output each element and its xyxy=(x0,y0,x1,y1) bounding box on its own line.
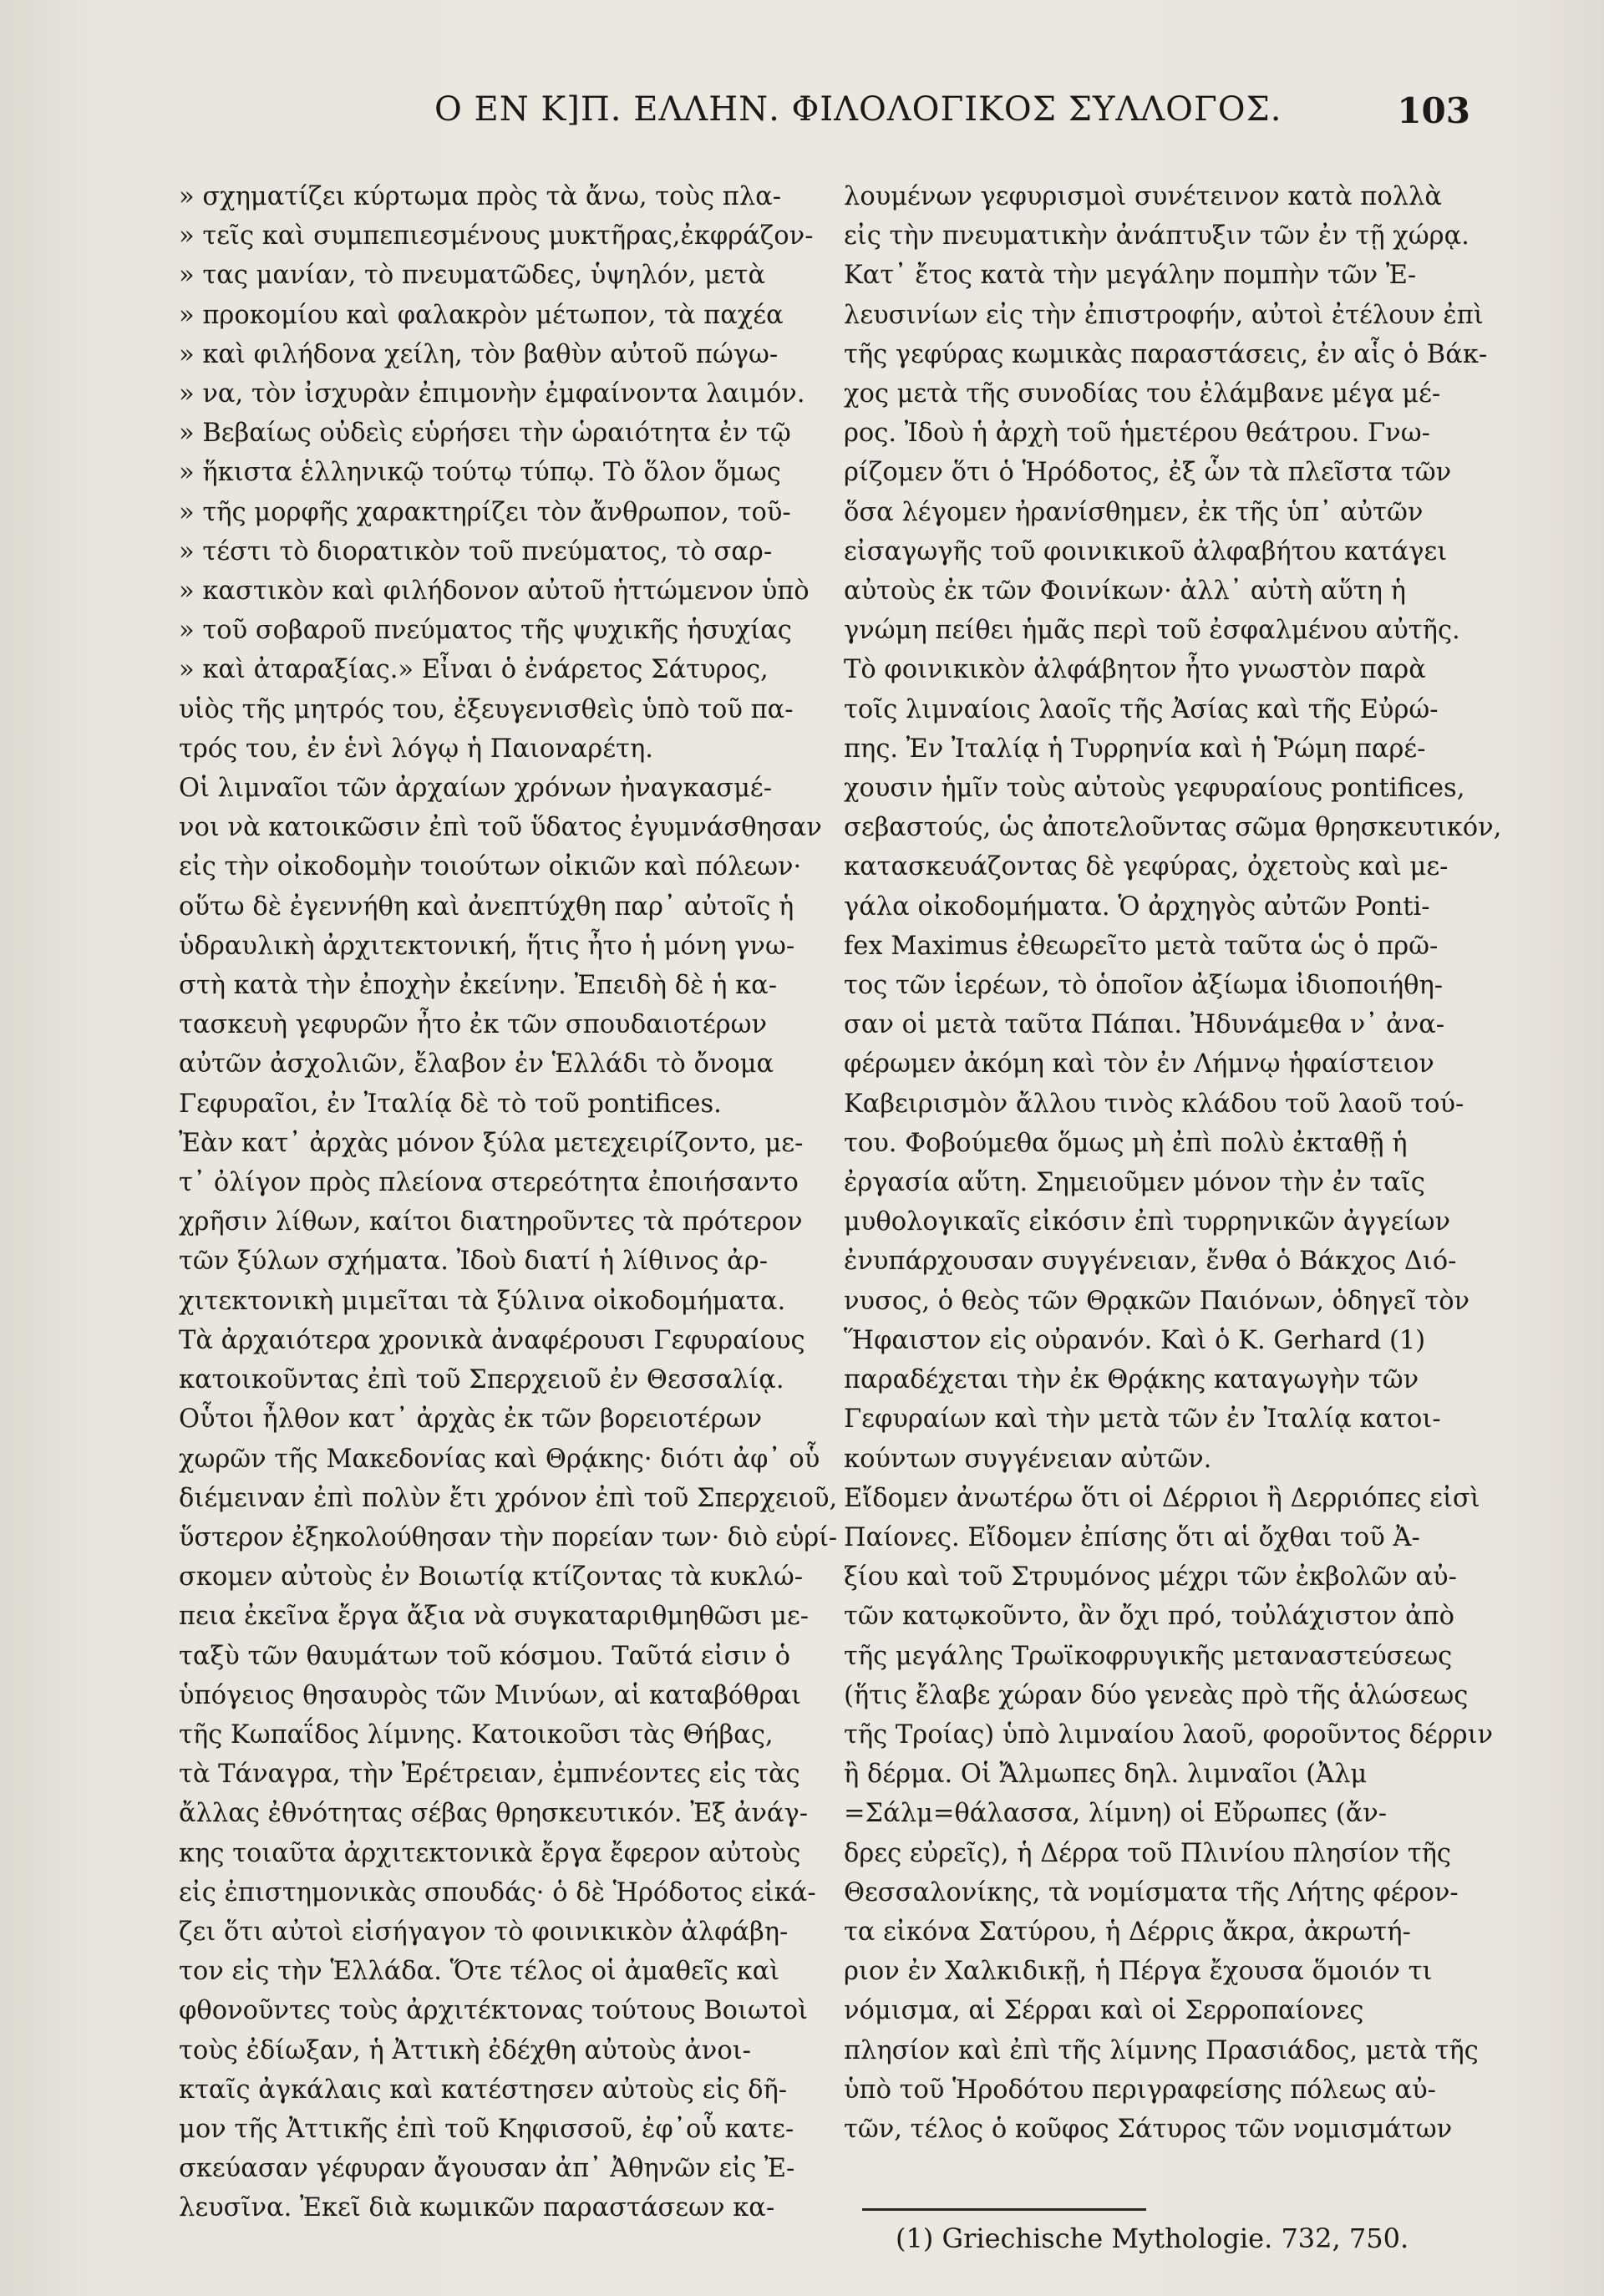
text-line: Γεφυραῖοι, ἐν Ἰταλίᾳ δὲ τὸ τοῦ pontifices. xyxy=(179,1089,722,1119)
text-line: φέρωμεν ἀκόμη καὶ τὸν ἐν Λήμνῳ ἡφαίστειον xyxy=(844,1049,1434,1079)
text-line: οὕτω δὲ ἐγεννήθη καὶ ἀνεπτύχθη παρ᾽ αὐτοῖς ἡ xyxy=(179,891,794,922)
text-line: fex Maximus ἐθεωρεῖτο μετὰ ταῦτα ὡς ὁ πρῶ- xyxy=(844,931,1439,961)
text-line: τοὺς ἐδίωξαν, ἡ Ἀττικὴ ἐδέχθη αὐτοὺς ἀνοι- xyxy=(179,2035,751,2065)
text-line: εἰσαγωγῆς τοῦ φοινικικοῦ ἀλφαβήτου κατάγει xyxy=(844,536,1448,566)
text-line: =Σάλμ=θάλασσα, λίμνη) οἱ Εὔρωπες (ἄν- xyxy=(844,1799,1388,1829)
text-line: χουσιν ἡμῖν τοὺς αὐτοὺς γεφυραίους pontifices, xyxy=(844,774,1465,804)
text-line: Παίονες. Εἴδομεν ἐπίσης ὅτι αἱ ὄχθαι τοῦ Ἀ- xyxy=(844,1522,1420,1552)
text-line: σκεύασαν γέφυραν ἄγουσαν ἀπ᾽ Ἀθηνῶν εἰς Ἐ- xyxy=(179,2154,795,2184)
text-line: τῆς μεγάλης Τρωϊκοφρυγικῆς μεταναστεύσεως xyxy=(844,1641,1453,1671)
text-line: (ἥτις ἔλαβε χώραν δύο γενεὰς πρὸ τῆς ἁλώσεως xyxy=(844,1680,1469,1710)
text-line: χωρῶν τῆς Μακεδονίας καὶ Θρᾴκης· διότι ἀφ᾽ οὗ xyxy=(179,1444,820,1474)
text-line: τρός του, ἐν ἑνὶ λόγῳ ἡ Παιοναρέτη. xyxy=(179,734,653,764)
text-line: λουμένων γεφυρισμοὶ συνέτεινον κατὰ πολλὰ xyxy=(844,182,1442,211)
text-line: » τας μανίαν, τὸ πνευματῶδες, ὑψηλόν, μετὰ xyxy=(179,261,766,291)
left-text-column xyxy=(179,177,837,2228)
text-line: παραδέχεται τὴν ἐκ Θρᾴκης καταγωγὴν τῶν xyxy=(844,1365,1419,1395)
text-line: χρῆσιν λίθων, καίτοι διατηροῦντες τὰ πρότερον xyxy=(179,1207,803,1237)
text-line: υἱὸς τῆς μητρός του, ἐξευγενισθεὶς ὑπὸ τοῦ πα- xyxy=(179,694,794,724)
footnote: (1) Griechische Mythologie. 732, 750. xyxy=(896,2222,1409,2254)
text-line: χος μετὰ τῆς συνοδίας του ἐλάμβανε μέγα μέ- xyxy=(844,379,1441,409)
text-line: τος τῶν ἱερέων, τὸ ὁποῖον ἀξίωμα ἰδιοποιήθη- xyxy=(844,971,1444,1001)
text-line: τῶν κατῳκοῦντο, ἂν ὄχι πρό, τοὐλάχιστον ἀπὸ xyxy=(844,1602,1455,1632)
text-line: ρίζομεν ὅτι ὁ Ἡρόδοτος, ἐξ ὧν τὰ πλεῖστα τῶν xyxy=(844,458,1452,488)
text-line: σεβαστούς, ὡς ἀποτελοῦντας σῶμα θρησκευτικόν, xyxy=(844,813,1502,843)
page-number: 103 xyxy=(1397,90,1470,131)
text-line: τῆς γεφύρας κωμικὰς παραστάσεις, ἐν αἷς ὁ Βάκ- xyxy=(844,339,1488,369)
text-line: » τοῦ σοβαροῦ πνεύματος τῆς ψυχικῆς ἡσυχίας xyxy=(179,616,792,646)
text-line: Γεφυραίων καὶ τὴν μετὰ τῶν ἐν Ἰταλίᾳ κατοι- xyxy=(844,1405,1441,1435)
text-line: ζει ὅτι αὐτοὶ εἰσήγαγον τὸ φοινικικὸν ἀλφάβη- xyxy=(179,1917,789,1947)
text-line: του. Φοβούμεθα ὅμως μὴ ἐπὶ πολὺ ἐκταθῇ ἡ xyxy=(844,1128,1408,1158)
text-line: στὴ κατὰ τὴν ἐποχὴν ἐκείνην. Ἐπειδὴ δὲ ἡ κα- xyxy=(179,971,778,1001)
text-line: τοῖς λιμναίοις λαοῖς τῆς Ἀσίας καὶ τῆς Εὐρώ- xyxy=(844,694,1439,724)
text-line: τῶν ξύλων σχήματα. Ἰδοὺ διατί ἡ λίθινος ἀρ- xyxy=(179,1247,768,1277)
text-line: » να, τὸν ἰσχυρὰν ἐπιμονὴν ἐμφαίνοντα λαιμόν. xyxy=(179,379,805,409)
text-line: τῶν, τέλος ὁ κοῦφος Σάτυρος τῶν νομισμάτων xyxy=(844,2114,1453,2144)
footnote-separator xyxy=(862,2208,1146,2211)
text-line: » καστικὸν καὶ φιλήδονον αὐτοῦ ἡττώμενον ὑπὸ xyxy=(179,577,810,607)
text-line: κης τοιαῦτα ἀρχιτεκτονικὰ ἔργα ἔφερον αὐτοὺς xyxy=(179,1838,801,1868)
text-line: φθονοῦντες τοὺς ἀρχιτέκτονας τούτους Βοιωτοὶ xyxy=(179,1996,809,2026)
text-line: εἰς τὴν οἰκοδομὴν τοιούτων οἰκιῶν καὶ πόλεων· xyxy=(179,852,802,882)
text-line: » τεῖς καὶ συμπεπιεσμένους μυκτῆρας,ἐκφράζον- xyxy=(179,221,814,251)
text-line: χιτεκτονικὴ μιμεῖται τὰ ξύλινα οἰκοδομήματα. xyxy=(179,1286,786,1316)
text-line: Καβειρισμὸν ἄλλου τινὸς κλάδου τοῦ λαοῦ τού- xyxy=(844,1089,1464,1119)
text-line: ὕστερον ἐξηκολούθησαν τὴν πορείαν των· διὸ εὑρί- xyxy=(179,1522,837,1552)
text-line: τον εἰς τὴν Ἑλλάδα. Ὅτε τέλος οἱ ἀμαθεῖς καὶ xyxy=(179,1957,780,1987)
text-line: ὑπὸ τοῦ Ἡροδότου περιγραφείσης πόλεως αὐ- xyxy=(844,2075,1436,2105)
text-line: ὑπόγειος θησαυρὸς τῶν Μινύων, αἱ καταβόθραι xyxy=(179,1680,802,1710)
text-line: » Βεβαίως οὐδεὶς εὑρήσει τὴν ὡραιότητα ἐν τῷ xyxy=(179,419,791,449)
text-line: γνώμη πείθει ἡμᾶς περὶ τοῦ ἐσφαλμένου αὐτῆς. xyxy=(844,616,1460,646)
text-line: Οἱ λιμναῖοι τῶν ἀρχαίων χρόνων ἠναγκασμέ- xyxy=(179,774,773,804)
text-line: νόμισμα, αἱ Σέρραι καὶ οἱ Σερροπαίονες xyxy=(844,1996,1364,2026)
text-line: εἰς ἐπιστημονικὰς σπουδάς· ὁ δὲ Ἡρόδοτος εἰκά- xyxy=(179,1877,816,1907)
text-line: » καὶ ἀταραξίας.» Εἶναι ὁ ἐνάρετος Σάτυρος, xyxy=(179,655,769,685)
text-line: κατοικοῦντας ἐπὶ τοῦ Σπερχειοῦ ἐν Θεσσαλίᾳ. xyxy=(179,1365,784,1395)
text-line: νοι νὰ κατοικῶσιν ἐπὶ τοῦ ὕδατος ἐγυμνάσθησαν xyxy=(179,813,822,843)
text-line: Ἐὰν κατ᾽ ἀρχὰς μόνον ξύλα μετεχειρίζοντο, με- xyxy=(179,1128,804,1158)
text-line: σαν οἱ μετὰ ταῦτα Πάπαι. Ἠδυνάμεθα ν᾽ ἀνα- xyxy=(844,1010,1445,1040)
text-line: γάλα οἰκοδομήματα. Ὁ ἀρχηγὸς αὐτῶν Ponti- xyxy=(844,891,1430,922)
text-line: νυσος, ὁ θεὸς τῶν Θρᾳκῶν Παιόνων, ὁδηγεῖ τὸν xyxy=(844,1286,1470,1316)
text-line: τ᾽ ὀλίγον πρὸς πλείονα στερεότητα ἐποιήσαντο xyxy=(179,1168,799,1198)
text-line: ρος. Ἰδοὺ ἡ ἀρχὴ τοῦ ἡμετέρου θεάτρου. Γνω- xyxy=(844,419,1430,449)
text-line: Οὗτοι ἦλθον κατ᾽ ἀρχὰς ἐκ τῶν βορειοτέρων xyxy=(179,1405,763,1435)
text-line: κατασκευάζοντας δὲ γεφύρας, ὀχετοὺς καὶ με- xyxy=(844,852,1449,882)
text-line: Ἥφαιστον εἰς οὐρανόν. Καὶ ὁ Κ. Gerhard (1) xyxy=(844,1325,1426,1355)
text-line: δρες εὐρεῖς), ἡ Δέρρα τοῦ Πλινίου πλησίον τῆς xyxy=(844,1838,1451,1868)
text-line: ξίου καὶ τοῦ Στρυμόνος μέχρι τῶν ἐκβολῶν αὐ- xyxy=(844,1562,1457,1592)
text-line: εἰς τὴν πνευματικὴν ἀνάπτυξιν τῶν ἐν τῇ χώρᾳ. xyxy=(844,221,1469,251)
text-line: κταῖς ἀγκάλαις καὶ κατέστησεν αὐτοὺς εἰς δῆ- xyxy=(179,2075,788,2105)
text-line: σκομεν αὐτοὺς ἐν Βοιωτίᾳ κτίζοντας τὰ κυκλώ- xyxy=(179,1562,804,1592)
text-line: ἐνυπάρχουσαν συγγένειαν, ἔνθα ὁ Βάκχος Διό- xyxy=(844,1247,1457,1277)
text-line: λευσῖνα. Ἐκεῖ διὰ κωμικῶν παραστάσεων κα- xyxy=(179,2193,775,2223)
text-line: ἐργασία αὕτη. Σημειοῦμεν μόνον τὴν ἐν ταῖς xyxy=(844,1168,1425,1198)
text-line: Εἴδομεν ἀνωτέρω ὅτι οἱ Δέρριοι ἢ Δερριόπες εἰσὶ xyxy=(844,1483,1480,1513)
text-line: Τὰ ἀρχαιότερα χρονικὰ ἀναφέρουσι Γεφυραίους xyxy=(179,1325,805,1355)
text-line: ταξὺ τῶν θαυμάτων τοῦ κόσμου. Ταῦτά εἰσιν ὁ xyxy=(179,1641,790,1671)
text-line: διέμειναν ἐπὶ πολὺν ἔτι χρόνον ἐπὶ τοῦ Σπερχειοῦ, xyxy=(179,1483,838,1513)
text-line: Κατ᾽ ἔτος κατὰ τὴν μεγάλην πομπὴν τῶν Ἐ- xyxy=(844,261,1417,291)
text-line: πεια ἐκεῖνα ἔργα ἄξια νὰ συγκαταριθμηθῶσι με- xyxy=(179,1602,810,1632)
text-line: ὑδραυλικὴ ἀρχιτεκτονική, ἥτις ἦτο ἡ μόνη γνω- xyxy=(179,931,795,961)
text-line: μον τῆς Ἀττικῆς ἐπὶ τοῦ Κηφισσοῦ, ἐφ᾽οὗ κατε- xyxy=(179,2114,794,2144)
right-text-column xyxy=(844,177,1512,2149)
text-line: Θεσσαλονίκης, τὰ νομίσματα τῆς Λήτης φέρον- xyxy=(844,1877,1459,1907)
text-line: Τὸ φοινικικὸν ἀλφάβητον ἦτο γνωστὸν παρὰ xyxy=(844,655,1426,685)
text-line: » τέστι τὸ διορατικὸν τοῦ πνεύματος, τὸ σαρ- xyxy=(179,536,773,566)
text-line: ἢ δέρμα. Οἱ Ἄλμωπες δηλ. λιμναῖοι (Ἀλμ xyxy=(844,1760,1368,1790)
text-line: τὰ Τάναγρα, τὴν Ἐρέτρειαν, ἐμπνέοντες εἰς τὰς xyxy=(179,1760,800,1790)
text-line: » ἥκιστα ἑλληνικῷ τούτῳ τύπῳ. Τὸ ὅλον ὅμως xyxy=(179,458,781,488)
text-line: ριον ἐν Χαλκιδικῇ, ἡ Πέργα ἔχουσα ὅμοιόν τι xyxy=(844,1957,1433,1987)
text-line: τα εἰκόνα Σατύρου, ἡ Δέρρις ἄκρα, ἀκρωτή- xyxy=(844,1917,1411,1947)
text-line: τῆς Κωπαΐδος λίμνης. Κατοικοῦσι τὰς Θήβας, xyxy=(179,1719,774,1750)
text-line: ὅσα λέγομεν ἠρανίσθημεν, ἐκ τῆς ὑπ᾽ αὐτῶν xyxy=(844,497,1424,527)
text-line: ἄλλας ἐθνότητας σέβας θρησκευτικόν. Ἐξ ἀνάγ- xyxy=(179,1799,809,1829)
text-line: πλησίον καὶ ἐπὶ τῆς λίμνης Πρασιάδος, μετὰ τῆς xyxy=(844,2035,1479,2065)
text-line: » προκομίου καὶ φαλακρὸν μέτωπον, τὰ παχέα xyxy=(179,300,784,330)
text-line: » σχηματίζει κύρτωμα πρὸς τὰ ἄνω, τοὺς πλα- xyxy=(179,182,782,211)
text-line: τασκευὴ γεφυρῶν ἦτο ἐκ τῶν σπουδαιοτέρων xyxy=(179,1010,768,1040)
text-line: μυθολογικαῖς εἰκόσιν ἐπὶ τυρρηνικῶν ἀγγείων xyxy=(844,1207,1451,1237)
text-line: » καὶ φιλήδονα χείλη, τὸν βαθὺν αὐτοῦ πώγω- xyxy=(179,339,779,369)
text-line: τῆς Τροίας) ὑπὸ λιμναίου λαοῦ, φοροῦντος δέρριν xyxy=(844,1719,1494,1750)
running-title: Ο ΕΝ Κ]Π. ΕΛΛΗΝ. ΦΙΛΟΛΟΓΙΚΟΣ ΣΥΛΛΟΓΟΣ. xyxy=(434,90,1282,129)
text-line: λευσινίων εἰς τὴν ἐπιστροφήν, αὐτοὶ ἐτέλουν ἐπὶ xyxy=(844,300,1484,330)
text-line: αὐτῶν ἀσχολιῶν, ἔλαβον ἐν Ἑλλάδι τὸ ὄνομα xyxy=(179,1049,774,1079)
text-line: » τῆς μορφῆς χαρακτηρίζει τὸν ἄνθρωπον, τοῦ- xyxy=(179,497,791,527)
text-line: κούντων συγγένειαν αὐτῶν. xyxy=(844,1444,1212,1474)
text-line: αὐτοὺς ἐκ τῶν Φοινίκων· ἀλλ᾽ αὐτὴ αὕτη ἡ xyxy=(844,577,1406,607)
text-line: πης. Ἐν Ἰταλίᾳ ἡ Τυρρηνία καὶ ἡ Ῥώμη παρέ- xyxy=(844,734,1426,764)
page-header xyxy=(434,90,1470,149)
